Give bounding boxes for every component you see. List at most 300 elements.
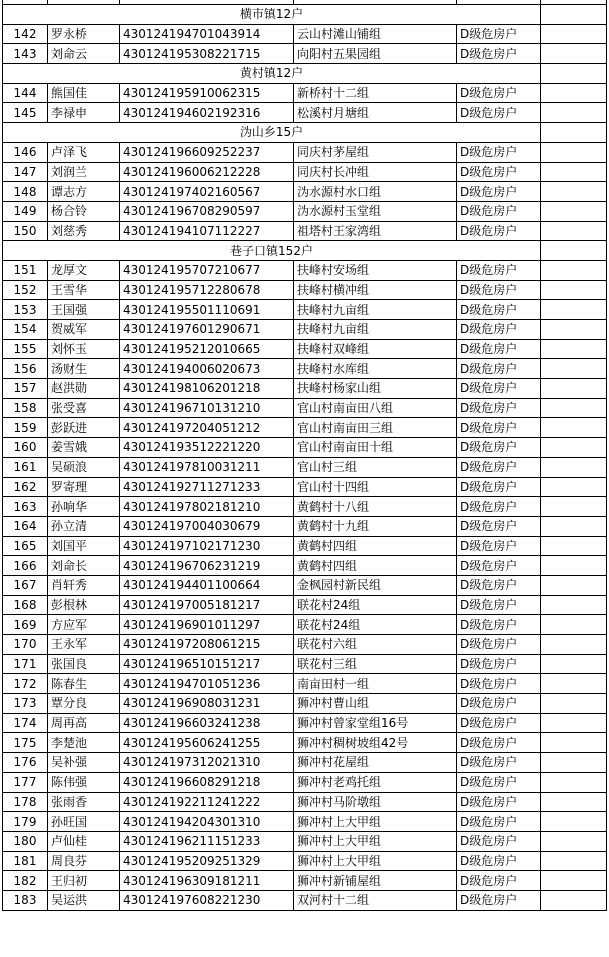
resident-name: 卢仙桂: [48, 831, 120, 851]
address: 官山村南亩田八组: [294, 398, 457, 418]
danger-level: D级危房户: [457, 713, 541, 733]
section-title: 沩山乡15户: [3, 123, 541, 143]
address: 狮冲村稠树坡组42号: [294, 733, 457, 753]
resident-name: 贺威军: [48, 320, 120, 340]
table-row: [3, 674, 607, 694]
address: 黄鹤村十九组: [294, 516, 457, 536]
resident-name: 王永军: [48, 635, 120, 655]
address: 扶峰村双峰组: [294, 339, 457, 359]
empty-cell: [541, 201, 607, 221]
resident-name: 李禄申: [48, 103, 120, 123]
row-number: 165: [3, 536, 48, 556]
empty-cell: [541, 398, 607, 418]
row-number: 151: [3, 260, 48, 280]
table-row: [3, 44, 607, 64]
resident-name: 刘润兰: [48, 162, 120, 182]
danger-level: D级危房户: [457, 457, 541, 477]
danger-level: D级危房户: [457, 733, 541, 753]
resident-name: 刘怀玉: [48, 339, 120, 359]
address: 狮冲村曾家堂组16号: [294, 713, 457, 733]
row-number: 148: [3, 182, 48, 202]
address: 官山村十四组: [294, 477, 457, 497]
address: 联花村六组: [294, 635, 457, 655]
danger-level: D级危房户: [457, 339, 541, 359]
id-number: 430124196603241238: [120, 713, 294, 733]
row-number: 157: [3, 379, 48, 399]
row-number: 162: [3, 477, 48, 497]
table-row: [3, 851, 607, 871]
resident-name: 彭跃进: [48, 418, 120, 438]
resident-name: 覃分良: [48, 694, 120, 714]
address: 狮冲村上大甲组: [294, 831, 457, 851]
row-number: 153: [3, 300, 48, 320]
row-number: 152: [3, 280, 48, 300]
empty-cell: [541, 635, 607, 655]
danger-level: D级危房户: [457, 320, 541, 340]
address: 联花村三组: [294, 654, 457, 674]
empty-cell: [541, 713, 607, 733]
danger-level: D级危房户: [457, 674, 541, 694]
empty-cell: [541, 300, 607, 320]
row-number: 155: [3, 339, 48, 359]
resident-name: 李楚池: [48, 733, 120, 753]
section-header: [3, 5, 607, 25]
row-number: 179: [3, 812, 48, 832]
danger-level: D级危房户: [457, 142, 541, 162]
empty-cell: [541, 792, 607, 812]
table-row: [3, 694, 607, 714]
resident-name: 孙立清: [48, 516, 120, 536]
table-row: [3, 280, 607, 300]
empty-cell: [541, 64, 607, 84]
address: 双河村十二组: [294, 890, 457, 910]
resident-name: 张雨香: [48, 792, 120, 812]
danger-level: D级危房户: [457, 260, 541, 280]
section-header: [3, 241, 607, 261]
id-number: 430124197601290671: [120, 320, 294, 340]
table-row: [3, 320, 607, 340]
empty-cell: [541, 497, 607, 517]
resident-name: 赵洪勋: [48, 379, 120, 399]
resident-name: 杨合铃: [48, 201, 120, 221]
id-number: 430124196510151217: [120, 654, 294, 674]
resident-name: 陈伟强: [48, 772, 120, 792]
empty-cell: [541, 556, 607, 576]
empty-cell: [541, 753, 607, 773]
address: 扶峰村安场组: [294, 260, 457, 280]
section-title: 黄村镇12户: [3, 64, 541, 84]
danger-level: D级危房户: [457, 871, 541, 891]
danger-level: D级危房户: [457, 831, 541, 851]
empty-cell: [541, 890, 607, 910]
table-row: [3, 713, 607, 733]
row-number: 160: [3, 438, 48, 458]
resident-name: 刘命长: [48, 556, 120, 576]
resident-name: 王国强: [48, 300, 120, 320]
resident-name: 姜雪娥: [48, 438, 120, 458]
empty-cell: [541, 694, 607, 714]
address: 官山村南亩田十组: [294, 438, 457, 458]
danger-level: D级危房户: [457, 792, 541, 812]
empty-cell: [541, 241, 607, 261]
table-row: [3, 753, 607, 773]
id-number: 430124197208061215: [120, 635, 294, 655]
row-number: 163: [3, 497, 48, 517]
resident-name: 周再高: [48, 713, 120, 733]
table-row: [3, 733, 607, 753]
empty-cell: [541, 772, 607, 792]
id-number: 430124192711271233: [120, 477, 294, 497]
empty-cell: [541, 871, 607, 891]
id-number: 430124195308221715: [120, 44, 294, 64]
empty-cell: [541, 280, 607, 300]
table-row: [3, 536, 607, 556]
table-row: [3, 103, 607, 123]
row-number: 142: [3, 24, 48, 44]
table-row: [3, 772, 607, 792]
resident-name: 龙厚文: [48, 260, 120, 280]
empty-cell: [541, 260, 607, 280]
id-number: 430124197608221230: [120, 890, 294, 910]
danger-level: D级危房户: [457, 615, 541, 635]
table-row: [3, 890, 607, 910]
resident-name: 刘国平: [48, 536, 120, 556]
id-number: 430124198106201218: [120, 379, 294, 399]
empty-cell: [541, 733, 607, 753]
empty-cell: [541, 339, 607, 359]
resident-name: 张受喜: [48, 398, 120, 418]
address: 狮冲村曹山组: [294, 694, 457, 714]
resident-name: 肖轩秀: [48, 575, 120, 595]
id-number: 430124195209251329: [120, 851, 294, 871]
address: 联花村24组: [294, 595, 457, 615]
id-number: 430124197005181217: [120, 595, 294, 615]
table-row: [3, 359, 607, 379]
address: 黄鹤村四组: [294, 536, 457, 556]
danger-level: D级危房户: [457, 536, 541, 556]
address: 同庆村长冲组: [294, 162, 457, 182]
table-row: [3, 162, 607, 182]
danger-level: D级危房户: [457, 162, 541, 182]
empty-cell: [541, 24, 607, 44]
row-number: 169: [3, 615, 48, 635]
address: 狮冲村马阶墩组: [294, 792, 457, 812]
id-number: 430124195910062315: [120, 83, 294, 103]
id-number: 430124196708290597: [120, 201, 294, 221]
danger-level: D级危房户: [457, 182, 541, 202]
empty-cell: [541, 83, 607, 103]
row-number: 147: [3, 162, 48, 182]
table-row: [3, 300, 607, 320]
table-row: [3, 201, 607, 221]
address: 狮冲村新铺屋组: [294, 871, 457, 891]
danger-level: D级危房户: [457, 477, 541, 497]
address: 向阳村五果园组: [294, 44, 457, 64]
row-number: 154: [3, 320, 48, 340]
id-number: 430124194006020673: [120, 359, 294, 379]
address: 扶峰村九亩组: [294, 300, 457, 320]
danger-level: D级危房户: [457, 753, 541, 773]
row-number: 172: [3, 674, 48, 694]
empty-cell: [541, 654, 607, 674]
resident-name: 孙响华: [48, 497, 120, 517]
address: 金枫园村新民组: [294, 575, 457, 595]
danger-level: D级危房户: [457, 280, 541, 300]
row-number: 180: [3, 831, 48, 851]
id-number: 430124196609252237: [120, 142, 294, 162]
danger-level: D级危房户: [457, 44, 541, 64]
empty-cell: [541, 457, 607, 477]
table-row: [3, 438, 607, 458]
danger-level: D级危房户: [457, 398, 541, 418]
row-number: 181: [3, 851, 48, 871]
empty-cell: [541, 595, 607, 615]
danger-level: D级危房户: [457, 851, 541, 871]
section-title: 巷子口镇152户: [3, 241, 541, 261]
empty-cell: [541, 182, 607, 202]
danger-level: D级危房户: [457, 516, 541, 536]
table-row: [3, 339, 607, 359]
row-number: 170: [3, 635, 48, 655]
address: 云山村滩山铺组: [294, 24, 457, 44]
id-number: 430124195212010665: [120, 339, 294, 359]
id-number: 430124196710131210: [120, 398, 294, 418]
row-number: 161: [3, 457, 48, 477]
section-header: [3, 64, 607, 84]
empty-cell: [541, 674, 607, 694]
id-number: 430124196309181211: [120, 871, 294, 891]
id-number: 430124196006212228: [120, 162, 294, 182]
row-number: 178: [3, 792, 48, 812]
row-number: 166: [3, 556, 48, 576]
id-number: 430124196211151233: [120, 831, 294, 851]
resident-name: 方应军: [48, 615, 120, 635]
danger-level: D级危房户: [457, 654, 541, 674]
id-number: 430124194204301310: [120, 812, 294, 832]
resident-name: 罗永桥: [48, 24, 120, 44]
id-number: 430124196706231219: [120, 556, 294, 576]
table-row: [3, 792, 607, 812]
id-number: 430124196608291218: [120, 772, 294, 792]
table-row: [3, 457, 607, 477]
address: 狮冲村上大甲组: [294, 812, 457, 832]
table-row: [3, 477, 607, 497]
id-number: 430124194602192316: [120, 103, 294, 123]
id-number: 430124197004030679: [120, 516, 294, 536]
resident-name: 罗寄理: [48, 477, 120, 497]
danger-level: D级危房户: [457, 812, 541, 832]
danger-level: D级危房户: [457, 575, 541, 595]
table-row: [3, 379, 607, 399]
row-number: 177: [3, 772, 48, 792]
id-number: 430124197102171230: [120, 536, 294, 556]
resident-name: 卢泽飞: [48, 142, 120, 162]
resident-name: 周良芬: [48, 851, 120, 871]
row-number: 150: [3, 221, 48, 241]
danger-level: D级危房户: [457, 103, 541, 123]
id-number: 430124196901011297: [120, 615, 294, 635]
address: 狮冲村老鸡托组: [294, 772, 457, 792]
empty-cell: [541, 615, 607, 635]
row-number: 176: [3, 753, 48, 773]
row-number: 143: [3, 44, 48, 64]
danger-level: D级危房户: [457, 24, 541, 44]
empty-cell: [541, 142, 607, 162]
danger-level: D级危房户: [457, 890, 541, 910]
id-number: 430124194701043914: [120, 24, 294, 44]
address: 扶峰村杨家山组: [294, 379, 457, 399]
address: 同庆村茅屋组: [294, 142, 457, 162]
id-number: 430124195501110691: [120, 300, 294, 320]
row-number: 159: [3, 418, 48, 438]
address: 狮冲村上大甲组: [294, 851, 457, 871]
address: 狮冲村花屋组: [294, 753, 457, 773]
row-number: 145: [3, 103, 48, 123]
address: 沩水源村玉堂组: [294, 201, 457, 221]
danger-level: D级危房户: [457, 221, 541, 241]
row-number: 168: [3, 595, 48, 615]
resident-name: 孙旺国: [48, 812, 120, 832]
address: 南亩田村一组: [294, 674, 457, 694]
danger-level: D级危房户: [457, 497, 541, 517]
empty-cell: [541, 162, 607, 182]
danger-level: D级危房户: [457, 635, 541, 655]
address: 官山村南亩田三组: [294, 418, 457, 438]
resident-name: 吴运洪: [48, 890, 120, 910]
resident-name: 熊国佳: [48, 83, 120, 103]
resident-name: 刘命云: [48, 44, 120, 64]
empty-cell: [541, 831, 607, 851]
id-number: 430124197810031211: [120, 457, 294, 477]
empty-cell: [541, 44, 607, 64]
resident-name: 张国良: [48, 654, 120, 674]
table-row: [3, 654, 607, 674]
row-number: 167: [3, 575, 48, 595]
empty-cell: [541, 812, 607, 832]
id-number: 430124197312021310: [120, 753, 294, 773]
address: 祖塔村王家湾组: [294, 221, 457, 241]
table-row: [3, 221, 607, 241]
address: 扶峰村水库组: [294, 359, 457, 379]
danger-level: D级危房户: [457, 83, 541, 103]
id-number: 430124197802181210: [120, 497, 294, 517]
table-row: [3, 871, 607, 891]
resident-name: 王雪华: [48, 280, 120, 300]
address: 扶峰村横冲组: [294, 280, 457, 300]
table-row: [3, 83, 607, 103]
danger-level: D级危房户: [457, 300, 541, 320]
id-number: 430124195606241255: [120, 733, 294, 753]
danger-level: D级危房户: [457, 595, 541, 615]
table-row: [3, 418, 607, 438]
empty-cell: [541, 123, 607, 143]
danger-level: D级危房户: [457, 379, 541, 399]
resident-name: 汤财生: [48, 359, 120, 379]
empty-cell: [541, 438, 607, 458]
table-row: [3, 24, 607, 44]
table-row: [3, 812, 607, 832]
table-row: [3, 635, 607, 655]
row-number: 182: [3, 871, 48, 891]
table-row: [3, 516, 607, 536]
table-row: [3, 182, 607, 202]
address: 扶峰村九亩组: [294, 320, 457, 340]
resident-name: 谭志方: [48, 182, 120, 202]
resident-name: 吴补强: [48, 753, 120, 773]
id-number: 430124197402160567: [120, 182, 294, 202]
empty-cell: [541, 221, 607, 241]
danger-level: D级危房户: [457, 556, 541, 576]
empty-cell: [541, 379, 607, 399]
id-number: 430124194107112227: [120, 221, 294, 241]
danger-level: D级危房户: [457, 359, 541, 379]
address: 沩水源村水口组: [294, 182, 457, 202]
danger-level: D级危房户: [457, 438, 541, 458]
danger-level: D级危房户: [457, 772, 541, 792]
row-number: 183: [3, 890, 48, 910]
housing-table: [2, 0, 607, 911]
table-row: [3, 260, 607, 280]
id-number: 430124194401100664: [120, 575, 294, 595]
address: 黄鹤村十八组: [294, 497, 457, 517]
resident-name: 王归初: [48, 871, 120, 891]
empty-cell: [541, 103, 607, 123]
table-row: [3, 831, 607, 851]
empty-cell: [541, 418, 607, 438]
empty-cell: [541, 320, 607, 340]
section-title: 横市镇12户: [3, 5, 541, 25]
row-number: 144: [3, 83, 48, 103]
id-number: 430124194701051236: [120, 674, 294, 694]
row-number: 146: [3, 142, 48, 162]
table-row: [3, 497, 607, 517]
resident-name: 刘慈秀: [48, 221, 120, 241]
address: 联花村24组: [294, 615, 457, 635]
danger-level: D级危房户: [457, 418, 541, 438]
row-number: 156: [3, 359, 48, 379]
row-number: 158: [3, 398, 48, 418]
resident-name: 彭根林: [48, 595, 120, 615]
id-number: 430124192211241222: [120, 792, 294, 812]
empty-cell: [541, 851, 607, 871]
id-number: 430124195707210677: [120, 260, 294, 280]
empty-cell: [541, 5, 607, 25]
row-number: 173: [3, 694, 48, 714]
empty-cell: [541, 516, 607, 536]
empty-cell: [541, 575, 607, 595]
id-number: 430124193512221220: [120, 438, 294, 458]
table-row: [3, 398, 607, 418]
table-row: [3, 595, 607, 615]
resident-name: 吴硕浪: [48, 457, 120, 477]
row-number: 164: [3, 516, 48, 536]
id-number: 430124195712280678: [120, 280, 294, 300]
table-row: [3, 142, 607, 162]
row-number: 149: [3, 201, 48, 221]
table-row: [3, 615, 607, 635]
row-number: 174: [3, 713, 48, 733]
id-number: 430124197204051212: [120, 418, 294, 438]
table-row: [3, 556, 607, 576]
table-row: [3, 575, 607, 595]
empty-cell: [541, 359, 607, 379]
address: 官山村三组: [294, 457, 457, 477]
empty-cell: [541, 477, 607, 497]
row-number: 171: [3, 654, 48, 674]
row-number: 175: [3, 733, 48, 753]
section-header: [3, 123, 607, 143]
resident-name: 陈春生: [48, 674, 120, 694]
